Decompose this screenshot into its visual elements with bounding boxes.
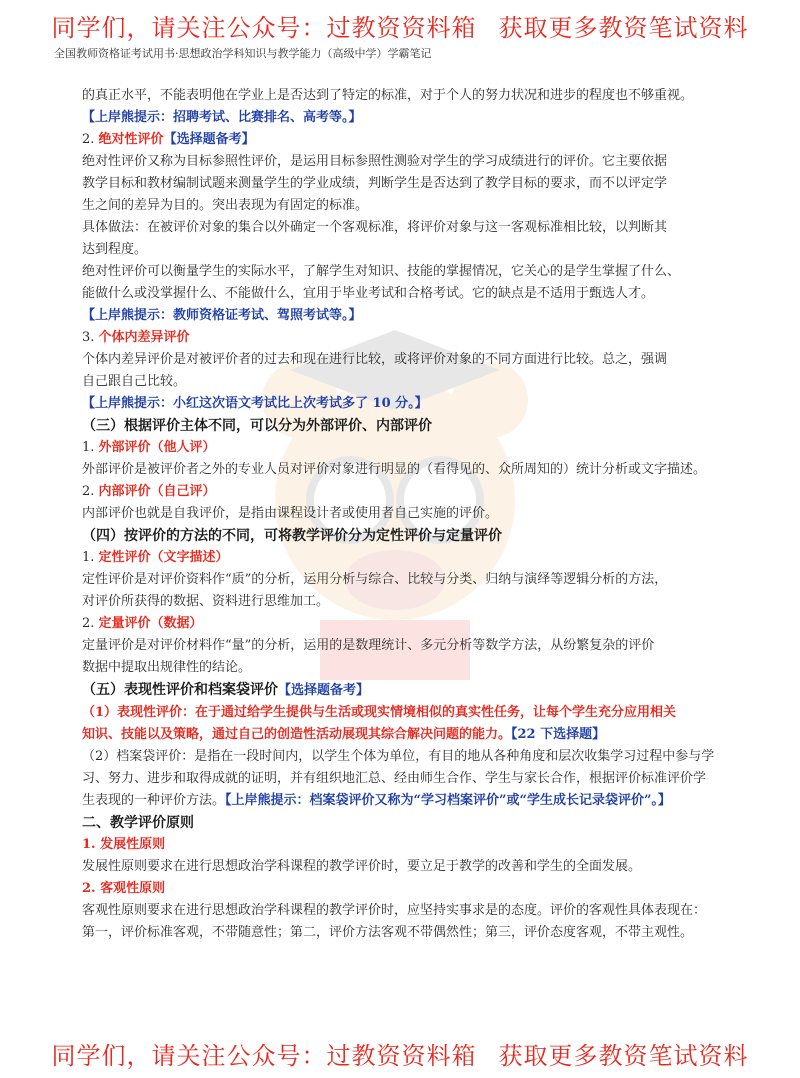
document-body bbox=[82, 85, 742, 944]
banner-left-text: 同学们，请关注公众号：过教资资料箱 bbox=[51, 1042, 477, 1070]
section-heading: 二、教学评价原则 bbox=[82, 815, 194, 831]
paragraph-line: 达到程度。 bbox=[82, 242, 148, 257]
banner-left-text: 同学们，请关注公众号：过教资资料箱 bbox=[51, 14, 477, 42]
heading-title: 2. 客观性原则 bbox=[82, 881, 166, 896]
paragraph-line: 发展性原则要求在进行思想政治学科课程的教学评价时，要立足于教学的改善和学生的全面发展。 bbox=[82, 859, 642, 874]
paragraph-line: 数据中提取出规律性的结论。 bbox=[82, 660, 252, 675]
exam-tag: 【22 下选择题】 bbox=[511, 727, 606, 742]
paragraph-line: 定量评价是对评价材料作“量”的分析，运用的是数理统计、多元分析等数学方法，从纷繁复杂的评价 bbox=[82, 638, 655, 653]
paragraph-line-with-tip bbox=[82, 790, 742, 812]
paragraph-line: 生之间的差异为目的。突出表现为有固定的标准。 bbox=[82, 198, 369, 213]
heading-number: 1. bbox=[82, 550, 95, 565]
exam-tag: 【选择题备考】 bbox=[163, 132, 255, 147]
heading-individual-difference bbox=[82, 327, 742, 349]
paragraph-line: 外部评价是被评价者之外的专业人员对评价对象进行明显的（看得见的、众所周知的）统计分析或文字描述。 bbox=[82, 462, 707, 477]
paragraph-line: 能做什么或没掌握什么、不能做什么，宜用于毕业考试和合格考试。它的缺点是不适用于甄选人才。 bbox=[82, 286, 655, 301]
heading-title: 定量评价（数据） bbox=[98, 616, 203, 631]
heading-number: 3. bbox=[82, 330, 95, 345]
paragraph-line: 习、努力、进步和取得成就的证明，并有组织地汇总、经由师生合作、学生与家长合作，根据评价标准评价学 bbox=[82, 771, 707, 786]
paragraph-line: 自己跟自己比较。 bbox=[82, 374, 187, 389]
paragraph-line: 绝对性评价又称为目标参照性评价，是运用目标参照性测验对学生的学习成绩进行的评价。它主要依据 bbox=[82, 154, 668, 169]
section-heading: （五）表现性评价和档案袋评价 bbox=[82, 682, 278, 698]
heading-external-evaluation bbox=[82, 437, 742, 459]
heading-qualitative-evaluation bbox=[82, 547, 742, 569]
heading-number: 2. bbox=[82, 132, 95, 147]
heading-absolute-evaluation bbox=[82, 129, 742, 151]
bottom-banner bbox=[0, 1036, 800, 1071]
paragraph-line: 客观性原则要求在进行思想政治学科课程的教学评价时，应坚持实事求是的态度。评价的客观性具体表现在： bbox=[82, 903, 707, 918]
heading-title: 定性评价（文字描述） bbox=[98, 550, 229, 565]
highlight-line: （1）表现性评价：在于通过给学生提供与生活或现实情境相似的真实性任务，让每个学生充分应用相关 bbox=[82, 705, 677, 720]
section-heading: （三）根据评价主体不同，可以分为外部评价、内部评价 bbox=[82, 418, 432, 434]
paragraph-line: 第一，评价标准客观，不带随意性；第二，评价方法客观不带偶然性；第三，评价态度客观，不带主观性。 bbox=[82, 925, 694, 940]
paragraph-line: 对评价所获得的数据、资料进行思维加工。 bbox=[82, 594, 330, 609]
heading-title: 个体内差异评价 bbox=[98, 330, 190, 345]
highlight-line-end bbox=[82, 724, 742, 746]
heading-number: 2. bbox=[82, 484, 95, 499]
paragraph-line: 的真正水平，不能表明他在学业上是否达到了特定的标准，对于个人的努力状况和进步的程度也不够重视。 bbox=[82, 88, 694, 103]
heading-number: 1. bbox=[82, 440, 95, 455]
highlight-text: 知识、技能以及策略，通过自己的创造性活动展现其综合解决问题的能力。 bbox=[82, 727, 512, 742]
banner-right-text: 获取更多教资笔试资料 bbox=[498, 14, 749, 42]
heading-title: 绝对性评价 bbox=[98, 132, 164, 147]
heading-quantitative-evaluation bbox=[82, 613, 742, 635]
heading-title: 外部评价（他人评） bbox=[98, 440, 216, 455]
tip-note: 【上岸熊提示：档案袋评价又称为“学习档案评价”或“学生成长记录袋评价”。】 bbox=[225, 793, 671, 808]
tip-note: 【上岸熊提示：小红这次语文考试比上次考试多了 10 分。】 bbox=[82, 396, 428, 411]
paragraph-line: 内部评价也就是自我评价，是指由课程设计者或使用者自己实施的评价。 bbox=[82, 506, 499, 521]
paragraph-line: （2）档案袋评价：是指在一段时间内，以学生个体为单位，有目的地从各种角度和层次收集学习过程中参与学 bbox=[82, 749, 715, 764]
paragraph-line: 绝对性评价可以衡量学生的实际水平，了解学生对知识、技能的掌握情况，它关心的是学生掌握了什么、 bbox=[82, 264, 681, 279]
paragraph-line: 个体内差异评价是对被评价者的过去和现在进行比较，或将评价对象的不同方面进行比较。总之，强调 bbox=[82, 352, 668, 367]
heading-number: 2. bbox=[82, 616, 95, 631]
paragraph-line: 教学目标和教材编制试题来测量学生的学业成绩，判断学生是否达到了教学目标的要求，而不以评定学 bbox=[82, 176, 668, 191]
section-heading-portfolio bbox=[82, 679, 742, 702]
top-banner bbox=[0, 8, 800, 43]
heading-internal-evaluation bbox=[82, 481, 742, 503]
section-heading: （四）按评价的方法的不同，可将教学评价分为定性评价与定量评价 bbox=[82, 528, 502, 544]
heading-title: 内部评价（自己评） bbox=[98, 484, 216, 499]
tip-note: 【上岸熊提示：招聘考试、比赛排名、高考等。】 bbox=[82, 110, 362, 125]
paragraph-line: 具体做法：在被评价对象的集合以外确定一个客观标准，将评价对象与这一客观标准相比较，以判断其 bbox=[82, 220, 668, 235]
paragraph-text: 生表现的一种评价方法。 bbox=[82, 793, 226, 808]
exam-tag: 【选择题备考】 bbox=[278, 683, 370, 698]
tip-note: 【上岸熊提示：教师资格证考试、驾照考试等。】 bbox=[82, 308, 362, 323]
heading-title: 1. 发展性原则 bbox=[82, 837, 166, 852]
page-subtitle: 全国教师资格证考试用书·思想政治学科知识与教学能力（高级中学）学霸笔记 bbox=[54, 47, 432, 60]
paragraph-line: 定性评价是对评价资料作“质”的分析，运用分析与综合、比较与分类、归纳与演绎等逻辑分析的方法， bbox=[82, 572, 668, 587]
banner-right-text: 获取更多教资笔试资料 bbox=[498, 1042, 749, 1070]
